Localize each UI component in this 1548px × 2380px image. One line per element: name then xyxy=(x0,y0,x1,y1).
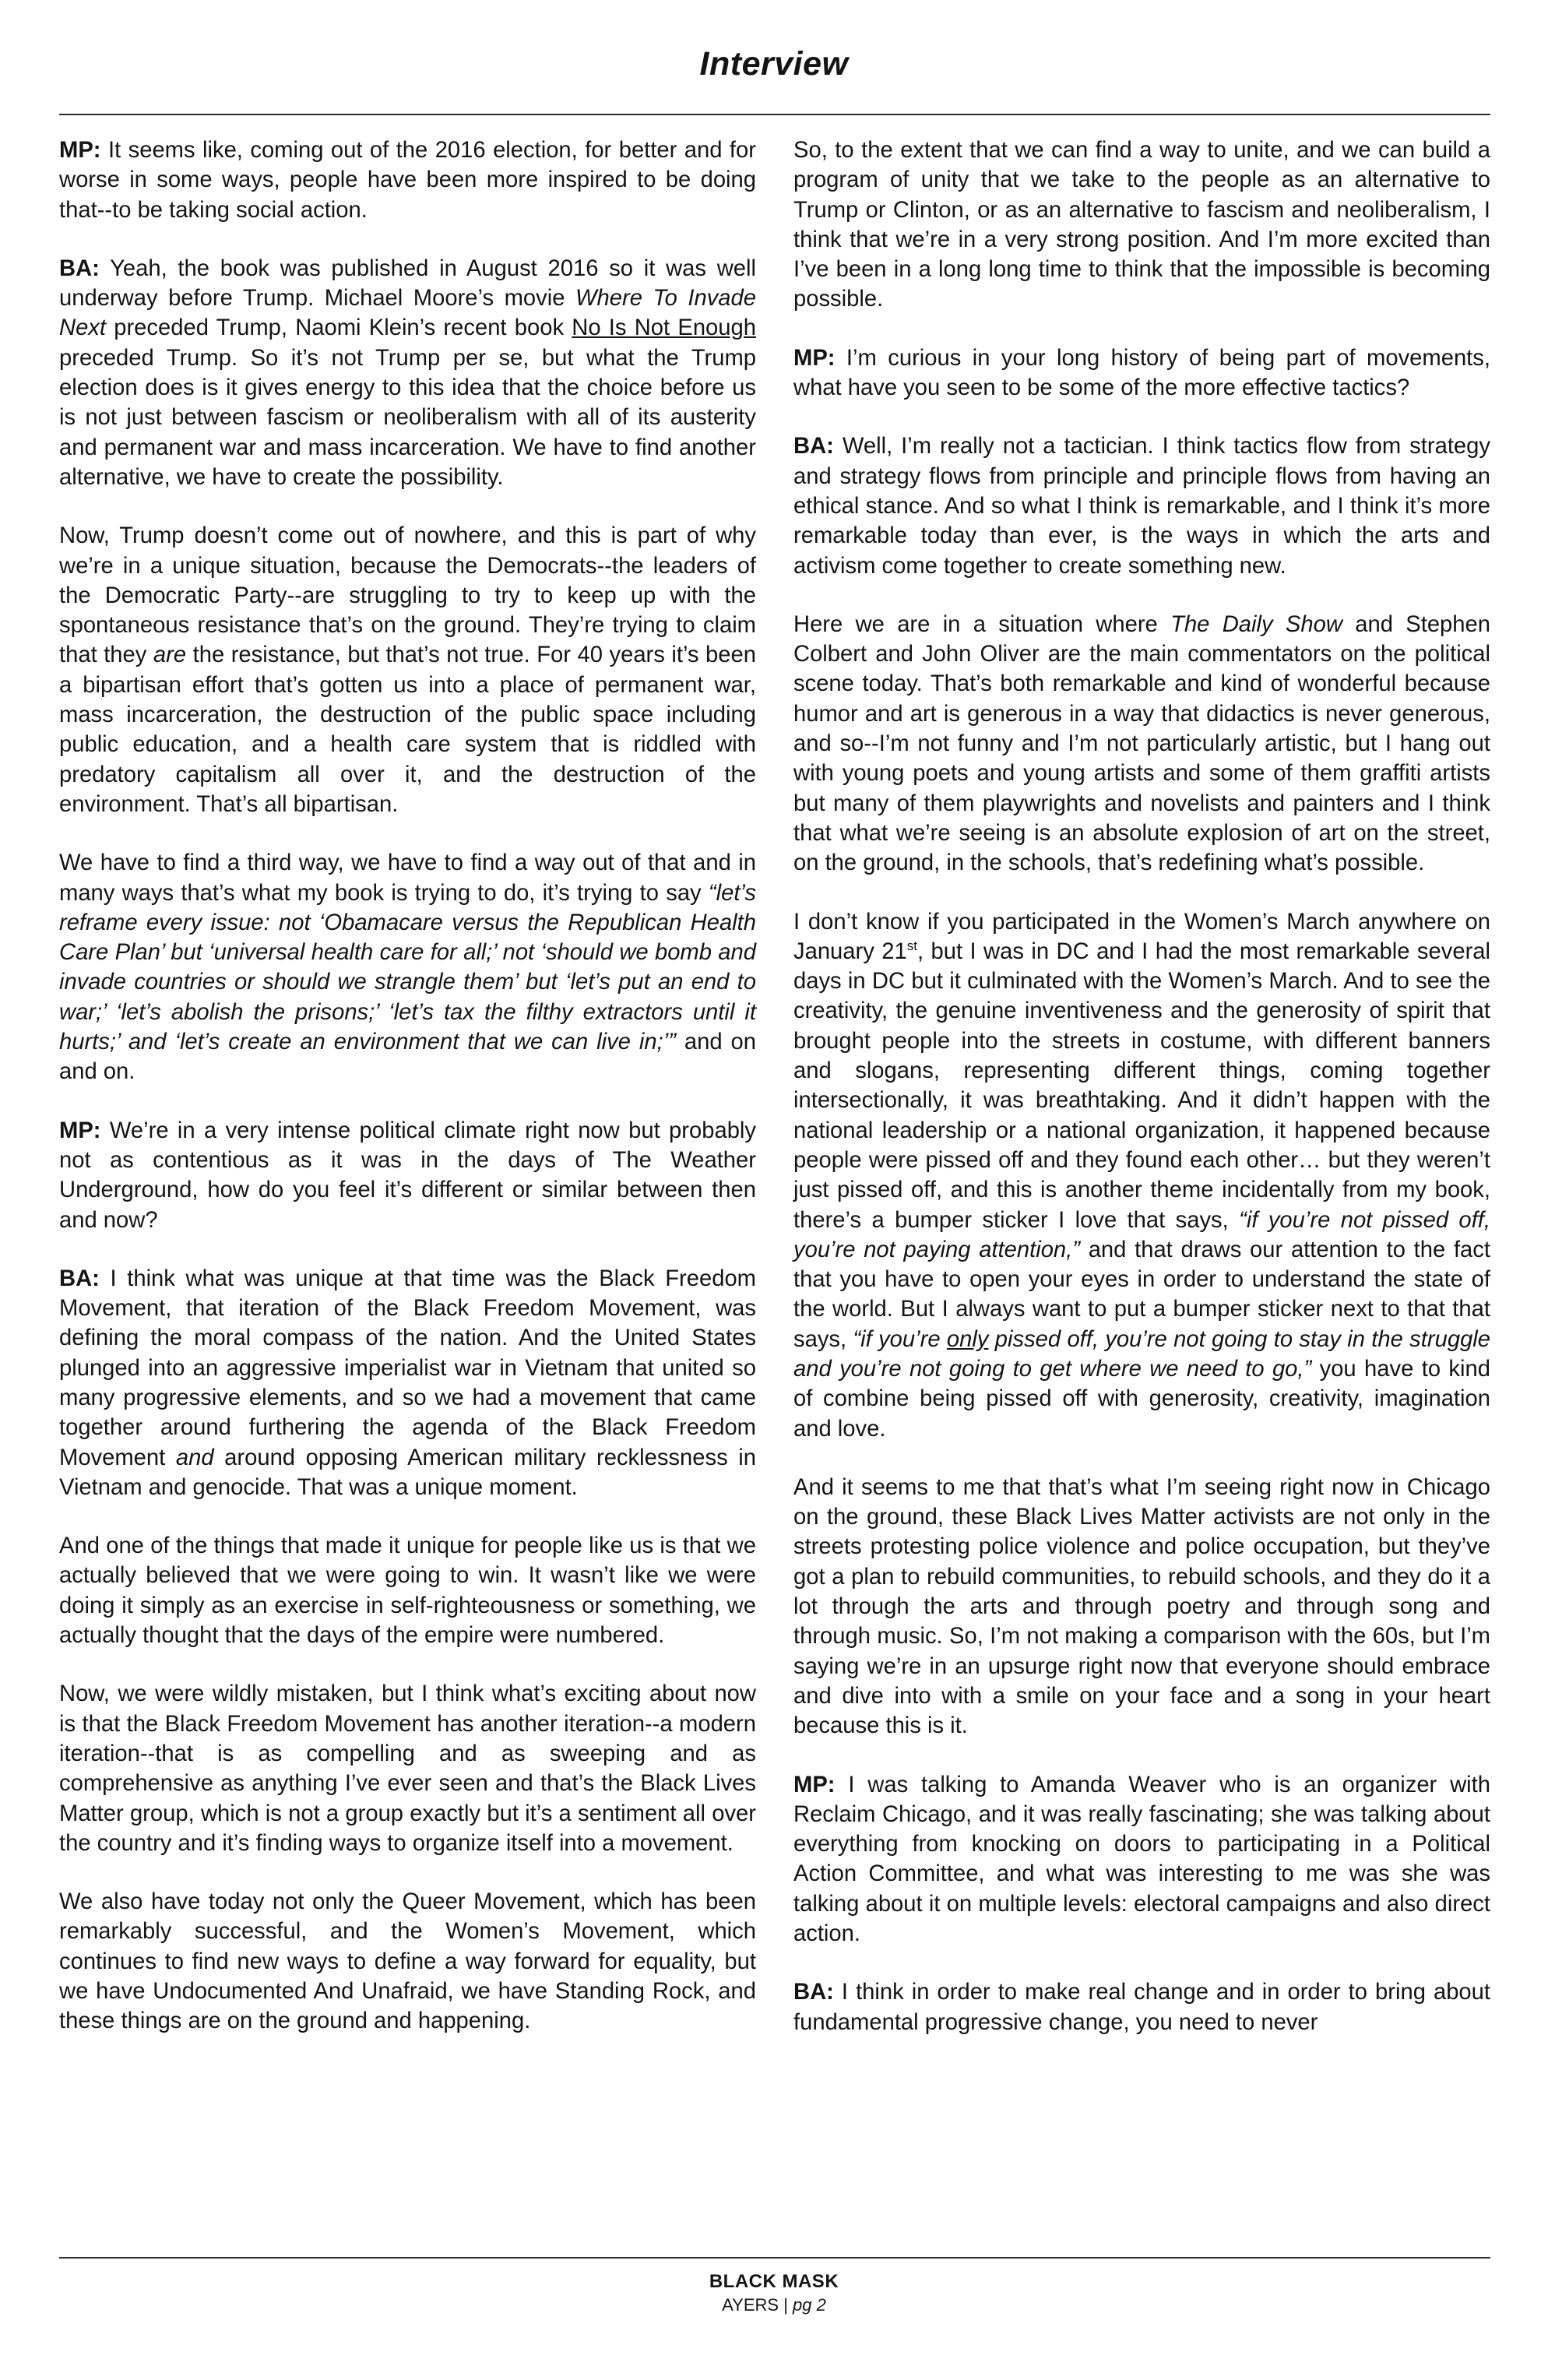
speaker-label: MP: xyxy=(793,1772,836,1797)
paragraph: BA: I think in order to make real change and in order to bring about fundamental progressive change, you need to never xyxy=(793,1980,1490,2035)
ordinal-suffix: st xyxy=(906,938,917,953)
film-title: Where To Invade Next xyxy=(59,286,757,341)
quotation: “if you’re not pissed off, you’re not paying attention,” xyxy=(793,1207,1490,1262)
paragraph: I don’t know if you participated in the Women’s March anywhere on January 21st, but I was in DC and I had the most remarkable several days in DC but it culminated with the Women’s March. And to see the creativity, the genuine inventiveness and the generosity of spirit that brought people into the streets in costume, with different banners and slogans, representing different things, coming together intersectionally, it was breathtaking. And it didn’t happen with the national leadership or a national organization, it happened because people were pissed off and they found each other… but they weren’t just pissed off, and this is another theme incidentally from my book, there’s a bumper sticker I love that says, “if you’re not pissed off, you’re not paying attention,” and that draws our attention to the fact that you have to open your eyes in order to understand the state of the world. But I always want to put a bumper sticker next to that that says, “if you’re only pissed off, you’re not going to stay in the struggle and you’re not going to get where we need to go,” you have to kind of combine being pissed off with generosity, creativity, imagination and love. xyxy=(793,909,1491,1442)
right-column xyxy=(793,136,1490,2066)
paragraph: And it seems to me that that’s what I’m seeing right now in Chicago on the ground, these Black Lives Matter activists are not only in the streets protesting police violence and police occupation, but they’ve got a plan to rebuild communities, to rebuild schools, and they do it a lot through the arts and through poetry and through song and through music. So, I’m not making a comparison with the 60s, but I’m saying we’re in an upsurge right now that everyone should embrace and dive into with a smile on your face and a song in your heart because this is it. xyxy=(793,1474,1490,1739)
emphasis: are xyxy=(153,643,187,668)
paragraph: MP: I was talking to Amanda Weaver who is an organizer with Reclaim Chicago, and it was really fascinating; she was talking about everything from knocking on doors to participating in a Political Action Committee, and what was interesting to me was she was talking about it on multiple levels: electoral campaigns and also direct action. xyxy=(793,1772,1490,1947)
paragraph: Now, Trump doesn’t come out of nowhere, and this is part of why we’re in a unique situation, because the Democrats--the leaders of the Democratic Party--are struggling to try to keep up with the spontaneous resistance that’s on the ground. They’re trying to claim that they are the resistance, but that’s not true. For 40 years it’s been a bipartisan effort that’s gotten us into a place of permanent war, mass incarceration, the destruction of the public space including public education, and a health care system that is riddled with predatory capitalism all over it, and the destruction of the environment. That’s all bipartisan. xyxy=(59,523,756,817)
emphasis: only xyxy=(946,1326,989,1352)
speaker-label: BA: xyxy=(59,1266,100,1291)
speaker-label: MP: xyxy=(59,1118,101,1143)
page-number: pg 2 xyxy=(793,2295,826,2315)
speaker-label: BA: xyxy=(59,255,100,281)
speaker-label: MP: xyxy=(59,138,101,163)
paragraph: BA: Yeah, the book was published in August 2016 so it was well underway before Trump. Michael Moore’s movie Where To Invade Next preceded Trump, Naomi Klein’s recent book No Is Not Enough preceded Trump. So it’s not Trump per se, but what the Trump election does is it gives energy to this idea that the choice before us is not just between fascism or neoliberalism with all of its austerity and permanent war and mass incarceration. We have to find another alternative, we have to create the possibility. xyxy=(59,255,757,490)
quotation: pissed off, you’re not going to stay in the struggle and you’re not going to get where we need to go,” xyxy=(793,1326,1491,1382)
paragraph: Here we are in a situation where The Daily Show and Stephen Colbert and John Oliver are the main commentators on the political scene today. That’s both remarkable and kind of wonderful because humor and art is generous in a way that didactics is never generous, and so--I’m not funny and I’m not particularly artistic, but I hang out with young poets and young artists and some of them graffiti artists but many of them playwrights and novelists and painters and I think that what we’re seeing is an absolute explosion of art on the street, on the ground, in the schools, that’s redefining what’s possible. xyxy=(793,611,1490,876)
page-footer xyxy=(0,2295,1548,2315)
speaker-label: MP: xyxy=(793,345,836,371)
paragraph: BA: I think what was unique at that time was the Black Freedom Movement, that iteration of the Black Freedom Movement, was defining the moral compass of the nation. And the United States plunged into an aggressive imperialist war in Vietnam that united so many progressive elements, and so we had a movement that came together around furthering the agenda of the Black Freedom Movement and around opposing American military recklessness in Vietnam and genocide. That was a unique moment. xyxy=(59,1266,756,1500)
paragraph: BA: Well, I’m really not a tactician. I think tactics flow from strategy and strategy flows from principle and principle flows from having an ethical stance. And so what I think is remarkable, and I think it’s more remarkable today than ever, is the ways in which the arts and activism come together to create something new. xyxy=(793,434,1490,579)
left-column xyxy=(59,136,756,2065)
paragraph: MP: I’m curious in your long history of being part of movements, what have you seen to be some of the more effective tactics? xyxy=(793,345,1490,401)
speaker-label: BA: xyxy=(793,1980,834,2005)
paragraph: We have to find a third way, we have to find a way out of that and in many ways that’s what my book is trying to do, it’s trying to say “let’s reframe every issue: not ‘Obamacare versus the Republican Health Care Plan’ but ‘universal health care for all;’ not ‘should we bomb and invade countries or should we strangle them’ but ‘let’s put an end to war;’ ‘let’s abolish the prisons;’ ‘let’s tax the filthy extractors until it hurts;’ and ‘let’s create an environment that we can live in;’” and on and on. xyxy=(59,850,757,1085)
footer-separator: | xyxy=(779,2295,793,2315)
speaker-label: BA: xyxy=(793,434,834,459)
book-title: No Is Not Enough xyxy=(572,315,756,341)
paragraph: So, to the extent that we can find a way to unite, and we can build a program of unity that we take to the people as an alternative to Trump or Clinton, or as an alternative to fascism and neoliberalism, I think that we’re in a very strong position. And I’m more excited than I’ve been in a long long time to think that the impossible is becoming possible. xyxy=(793,138,1490,312)
show-title: The Daily Show xyxy=(1170,611,1342,637)
quotation: “if you’re xyxy=(853,1326,947,1352)
page-title: Interview xyxy=(699,45,849,83)
paragraph: And one of the things that made it unique for people like us is that we actually believed that we were going to win. It wasn’t like we were doing it simply as an exercise in self-righteousness or something, we actually thought that the days of the empire were numbered. xyxy=(59,1533,756,1649)
publication-name: BLACK MASK xyxy=(709,2271,839,2292)
paragraph: MP: It seems like, coming out of the 2016 election, for better and for worse in some ways, people have been more inspired to be doing that--to be taking social action. xyxy=(59,138,756,223)
footer-divider xyxy=(59,2257,1490,2259)
paragraph: MP: We’re in a very intense political climate right now but probably not as contentious as it was in the days of The Weather Underground, how do you feel it’s different or similar between then and now? xyxy=(59,1118,756,1233)
author-name: AYERS xyxy=(722,2295,779,2315)
header-divider xyxy=(59,114,1490,115)
paragraph: Now, we were wildly mistaken, but I think what’s exciting about now is that the Black Freedom Movement has another iteration--a modern iteration--that is as compelling and as sweeping and as comprehensive as anything I’ve ever seen and that’s the Black Lives Matter group, which is not a group exactly but it’s a sentiment all over the country and it’s finding ways to organize itself into a movement. xyxy=(59,1681,756,1856)
quotation: “let’s reframe every issue: not ‘Obamacare versus the Republican Health Care Plan’ but ‘universal health care for all;’ not ‘should we bomb and invade countries or should we strangle them’ but ‘let’s put an end to war;’ ‘let’s abolish the prisons;’ ‘let’s tax the filthy extractors until it hurts;’ and ‘let’s create an environment that we can live in;’” xyxy=(59,880,756,1055)
emphasis: and xyxy=(175,1445,214,1470)
paragraph: We also have today not only the Queer Movement, which has been remarkably successful, and the Women’s Movement, which continues to find new ways to define a way forward for equality, but we have Undocumented And Unafraid, we have Standing Rock, and these things are on the ground and happening. xyxy=(59,1889,756,2034)
